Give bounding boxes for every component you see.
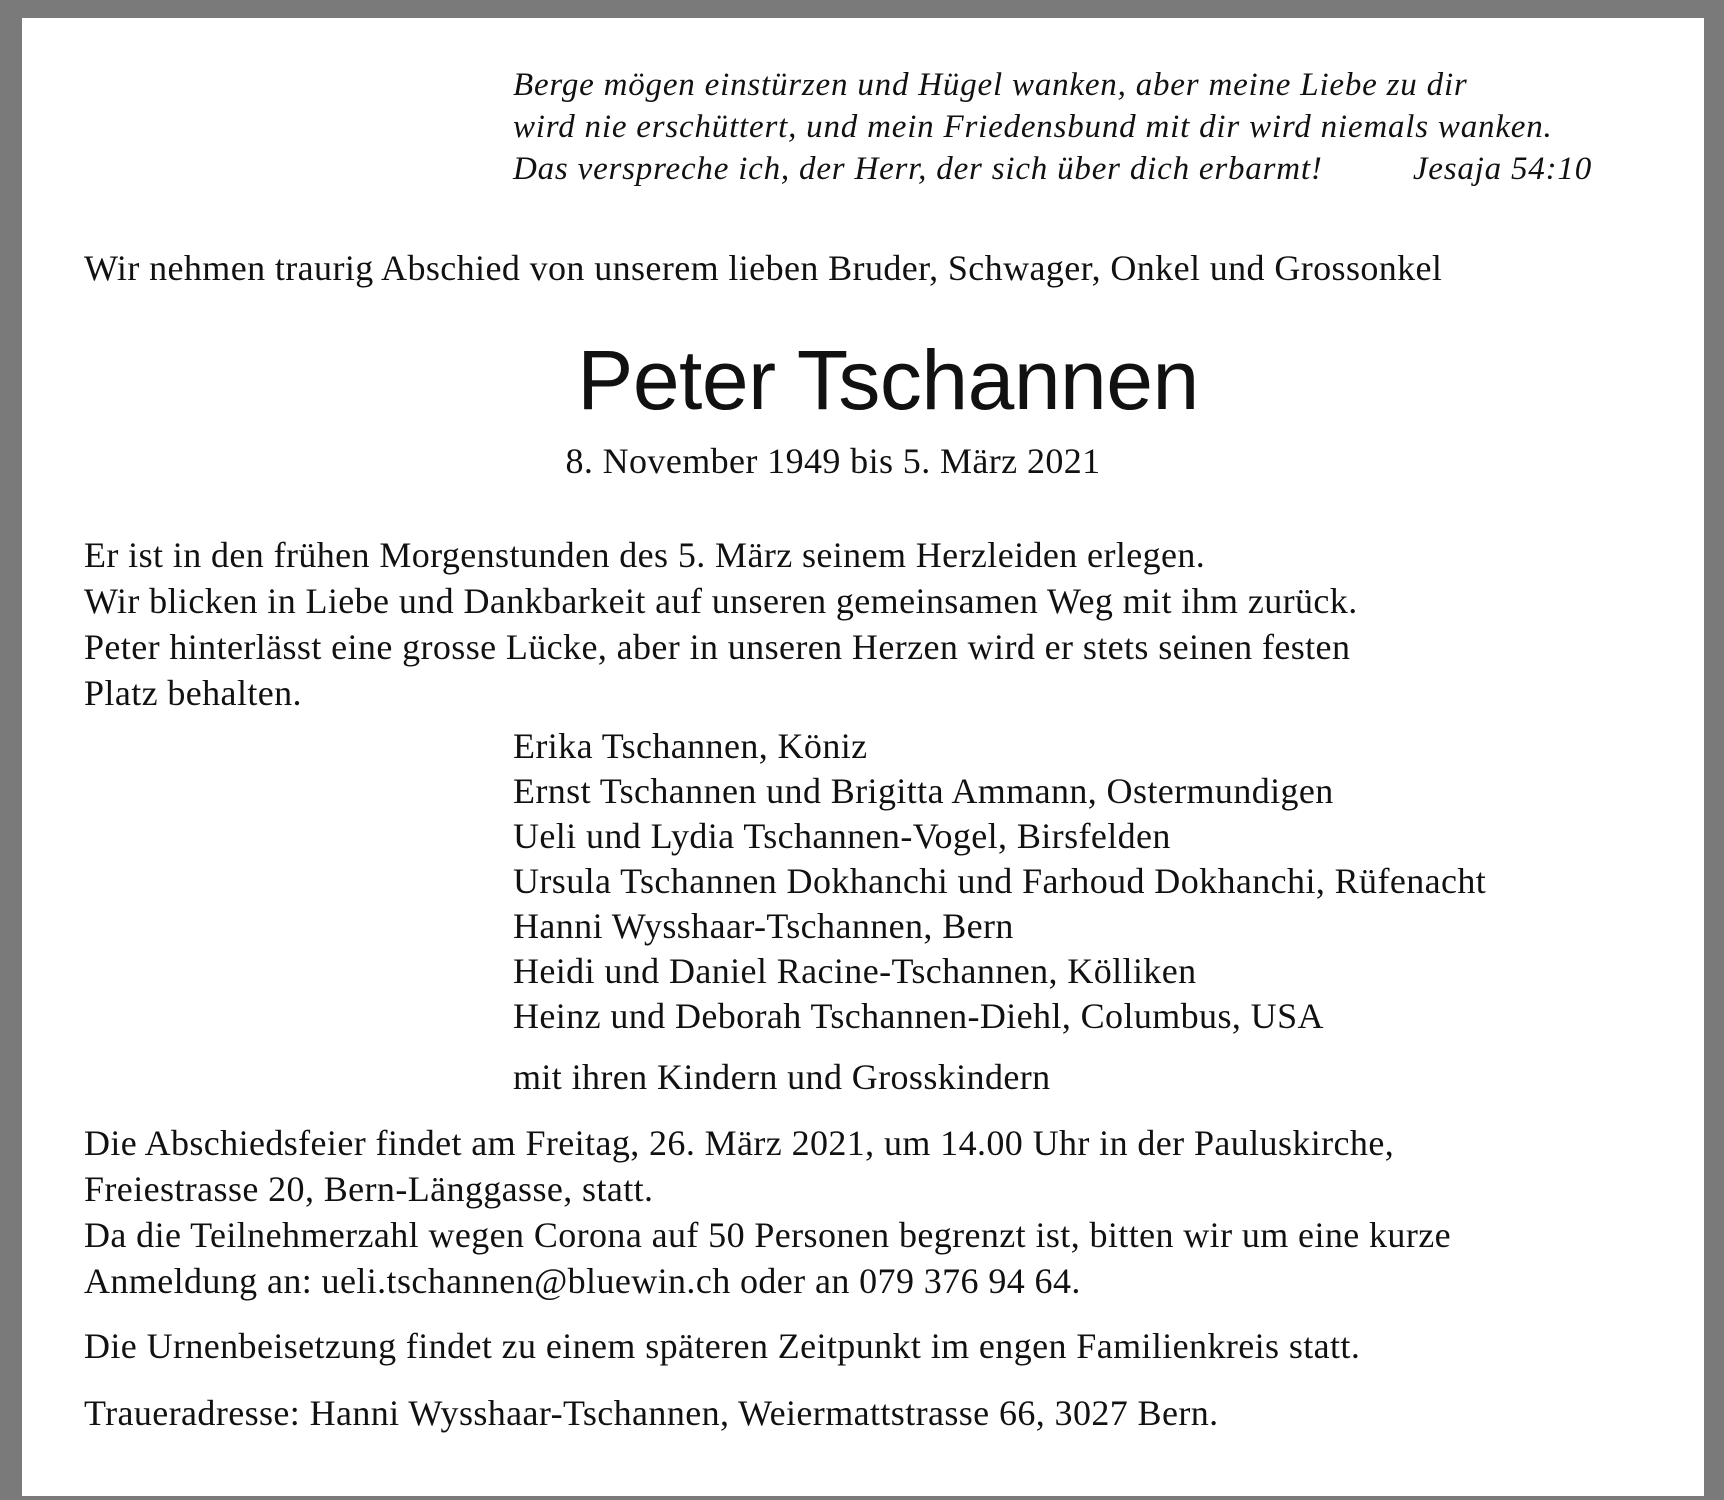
mourner-item: Ursula Tschannen Dokhanchi und Farhoud Dokhanchi, Rüfenacht [513,861,1487,901]
message-line: Platz behalten. [84,673,302,713]
message-paragraph [84,532,1358,716]
verse-line: Berge mögen einstürzen und Hügel wanken, aber meine Liebe zu dir [513,67,1468,103]
message-line: Peter hinterlässt eine grosse Lücke, aber in unseren Herzen wird er stets seinen festen [84,627,1351,667]
mourners-suffix: mit ihren Kindern und Grosskindern [513,1057,1051,1097]
ceremony-line: Freiestrasse 20, Bern-Länggasse, statt. [84,1169,654,1209]
mourning-address: Traueradresse: Hanni Wysshaar-Tschannen, Weiermattstrasse 66, 3027 Bern. [84,1393,1219,1433]
intro-text: Wir nehmen traurig Abschied von unserem lieben Bruder, Schwager, Onkel und Grossonkel [84,248,1443,288]
mourner-item: Erika Tschannen, Köniz [513,726,868,766]
ceremony-line: Da die Teilnehmerzahl wegen Corona auf 50 Personen begrenzt ist, bitten wir um eine kurze [84,1215,1451,1255]
mourner-item: Hanni Wysshaar-Tschannen, Bern [513,906,1014,946]
mourner-item: Heidi und Daniel Racine-Tschannen, Kölliken [513,951,1197,991]
verse-line: Das verspreche ich, der Herr, der sich über dich erbarmt! [513,151,1323,187]
mourner-item: Heinz und Deborah Tschannen-Diehl, Columbus, USA [513,996,1324,1036]
message-line: Wir blicken in Liebe und Dankbarkeit auf unseren gemeinsamen Weg mit ihm zurück. [84,581,1358,621]
deceased-name: Peter Tschannen [577,333,1199,427]
ceremony-line: Anmeldung an: ueli.tschannen@bluewin.ch oder an 079 376 94 64. [84,1261,1081,1301]
ceremony-paragraph [84,1120,1451,1304]
obituary-notice [22,18,1704,1496]
message-line: Er ist in den frühen Morgenstunden des 5. März seinem Herzleiden erlegen. [84,535,1206,575]
mourner-item: Ueli und Lydia Tschannen-Vogel, Birsfelden [513,816,1171,856]
verse-line: wird nie erschüttert, und mein Friedensbund mit dir wird niemals wanken. [513,109,1553,145]
life-dates: 8. November 1949 bis 5. März 2021 [565,441,1101,481]
verse-reference: Jesaja 54:10 [1412,151,1592,187]
bible-verse [513,64,1553,190]
mourners-list [513,724,1486,1039]
ceremony-line: Die Abschiedsfeier findet am Freitag, 26. März 2021, um 14.00 Uhr in der Pauluskirche, [84,1123,1395,1163]
burial-text: Die Urnenbeisetzung findet zu einem späteren Zeitpunkt im engen Familienkreis statt. [84,1326,1361,1366]
mourner-item: Ernst Tschannen und Brigitta Ammann, Ostermundigen [513,771,1334,811]
